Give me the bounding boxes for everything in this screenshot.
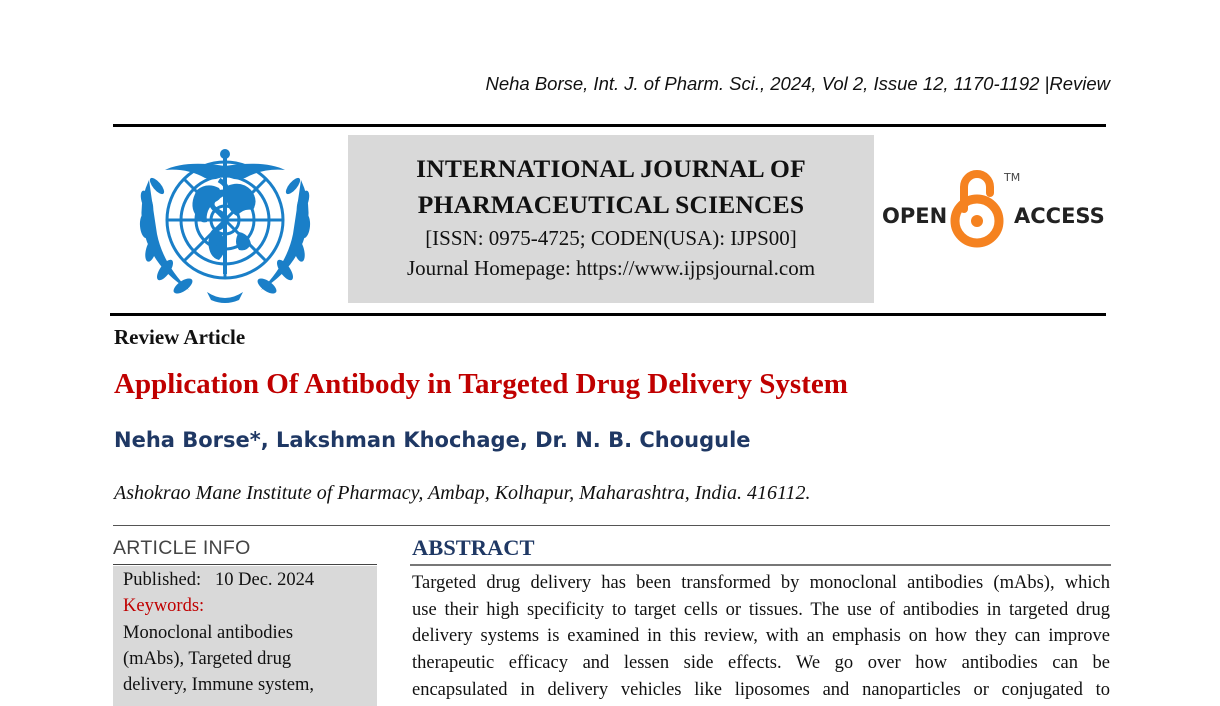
published-row: [123, 570, 314, 591]
abstract-line: use their high specificity to target cells or tissues. The use of antibodies in targeted drug: [412, 599, 1110, 620]
article-authors: Neha Borse*, Lakshman Khochage, Dr. N. B. Chougule: [114, 428, 751, 452]
article-type: Review Article: [114, 325, 246, 349]
keywords-line: (mAbs), Targeted drug: [123, 649, 292, 669]
open-access-logo: [880, 165, 1106, 251]
open-lock-icon: [955, 174, 999, 243]
article-info-box: [113, 566, 377, 706]
article-info-heading: ARTICLE INFO: [113, 537, 251, 559]
published-label: Published:: [123, 570, 202, 590]
section-divider: [113, 525, 1110, 526]
published-date: 10 Dec. 2024: [215, 570, 315, 590]
abstract-body: [412, 570, 1110, 704]
trademark-text: TM: [1004, 171, 1021, 184]
article-title: Application Of Antibody in Targeted Drug Delivery System: [114, 368, 848, 400]
journal-name-line1: INTERNATIONAL JOURNAL OF: [416, 154, 806, 183]
abstract-line: therapeutic efficacy and lessen side effects. We go over how antibodies can be: [412, 653, 1110, 674]
abstract-line: encapsulated in delivery vehicles like liposomes and nanoparticles or conjugated to: [412, 679, 1110, 700]
journal-issn: [ISSN: 0975-4725; CODEN(USA): IJPS00]: [425, 226, 797, 250]
abstract-rule: [410, 564, 1111, 566]
abstract-line: Targeted drug delivery has been transformed by monoclonal antibodies (mAbs), which: [412, 573, 1110, 593]
journal-banner: [348, 135, 874, 303]
open-access-right-text: ACCESS: [1014, 204, 1105, 228]
journal-emblem-logo: [127, 140, 323, 305]
header-top-rule: [113, 124, 1106, 127]
article-info-rule: [113, 564, 377, 565]
journal-name-line2: PHARMACEUTICAL SCIENCES: [417, 190, 805, 219]
header-bottom-rule: [110, 313, 1106, 316]
abstract-heading: ABSTRACT: [412, 535, 535, 560]
abstract-line: delivery systems is examined in this review, with an emphasis on how they can improve: [412, 626, 1110, 647]
keywords-line: delivery, Immune system,: [123, 675, 314, 695]
article-affiliation: Ashokrao Mane Institute of Pharmacy, Ambap, Kolhapur, Maharashtra, India. 416112.: [114, 482, 811, 504]
journal-homepage: Journal Homepage: https://www.ijpsjournal.com: [406, 256, 816, 280]
keywords-label: Keywords:: [123, 596, 205, 616]
keywords-line: Monoclonal antibodies: [123, 623, 294, 643]
journal-citation: Neha Borse, Int. J. of Pharm. Sci., 2024, Vol 2, Issue 12, 1170-1192 |Review: [485, 73, 1110, 94]
open-access-left-text: OPEN: [882, 204, 948, 228]
